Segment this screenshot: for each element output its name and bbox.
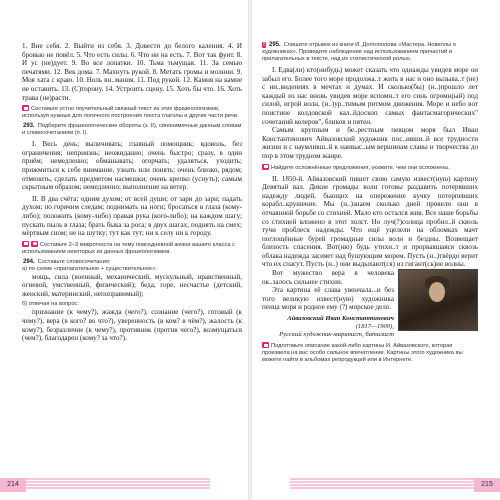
portrait-name: Айвазовский Иван Константинович [287,315,394,323]
aivazovsky-portrait [398,269,478,331]
portrait-years: (1817—1900), [355,323,394,331]
exercise-marker: ! [263,42,265,48]
text-paragraph-4: Вот мужество верa в человека ок..залось сильнее стихии. [262,269,394,286]
text-paragraph-1: I. Едва(ли) кто(нибудь) может сказать что однажды увидев море он забыл его. Более того море продолжа..т жить в нас и оно вызыва..т (не) с ни..видениях в мечтах и думах. И сколько(бы) (н..)прошло лет каждый из нас вновь увидев море вспомн..т его синь огромн(ый) под силой, игрой волн, (н..)ур..тимым ритмом движения. Море и небо вот поистине колдовской кал..йдоскоп самых фантасмагорических" сочетаний колеров", бликов и пятен. [262,66,478,126]
left-column [22,42,242,343]
task-instruction: Найдите осложнённые предложения, укажите, чем они осложнены. [262,164,478,172]
text-paragraph-5: Эта картина её слава увенчала...и без того великую извест(ную) художника пенца моря и родное ему (?) морское дело. [262,286,394,312]
right-column [262,42,478,364]
text-paragraph-3: II. 1850-й. Айвазовский пишет свою самую извест(ную) картину Девятый вал. Дикие громады волн готовы раздавить потерявших надежду людей, бьющих на опережение кучку потерпевших корабл..крушение. Мы (н..)знаем сколько дней провели они в отчаянной борьбе со стихией. Мало кто остался жив. Все наше борьбы со стихией вложено в этот холст. Но луч(?)солнца пробил..й сквозь тучи проблеск надежды. Что ещё уцелели на обломках мачт поглощённые бурей громадные силы волн и бездны. Возвещает близость спасения. Вот(ню) будь утихн..т и прорвавшаяся сквозь облака надежда засияет над бушующим морем. Пусть (н..)твёрдо верит что их спасут. Пусть (н..) они выдыхают(ся) из гигант(ск)ие волны. [262,174,478,269]
portrait-face [429,282,445,302]
exercise-294-heading: 294. Составьте словосочетания: [23,258,111,265]
page-number: 214 [0,478,26,492]
pencil-task-icon [31,241,38,247]
exercise-293-part-1: I. Весь день; выличивать; главный помощник; вдоволь, без ограничения; неприязнь; неожиданно; очень быстро; сразу, в один приём; немедленно; обманывать; огорчать; удаляться, уходить; прижмиться к себе внимание, узнать или понять; очень близко, рядом; отменить, сделать предметом насмешки; очень крепко (уснуть); самым скрытным образом; немедленно; выполнение на ветер. [22,140,242,192]
exercise-294-words: мощь, сила (военный, механический, мускульный, нравственный, огневой, умственный, физический); беда, горе, несчастье (детский, женский, материнский, непоправимый); [22,272,242,298]
exercise-294-questions: признание (к чему?), жажда (чего?), сознание (чего?), готовый (к чему?), вера (в кого? во что?), уверенность (в ком? в чём?), жалость (к кому?), безразличие (к чему?), противник (против чего?), возмущаться (чем?), благодарен (кому? за что?). [22,308,242,343]
exercise-number: 294. [23,258,35,265]
exercise-294-a: а) по схеме «прилагательное + существительное»: [22,265,157,272]
exercise-294-b: б) отвечая на вопрос: [22,301,79,308]
page-decoration [26,477,210,493]
speech-task-icon [262,342,269,348]
exercise-293-heading: 293. Подберите фразеологические обороты (з. II), синонимичные данным словам и словосочетаниям (п. I). [22,123,242,137]
page-decoration [290,477,474,493]
exercise-number: 295. [269,42,281,48]
right-page [250,0,500,500]
exercise-293-part-2: II. В два счёта; одним духом; от всей души; от зари до зари; падать духом; по горячим следам; поднимать на ноги; бросаться в глаза (кому-либо); положить (кому-либо) правая рука (кого-либо); на каждом шагу; пускать пыль в глаза; брать быка за рога; в двух шагах; поднять на смех; мёртвым сном; не на шутку; тут как тут; ни к селу ни к городу. [22,194,242,238]
page-number: 215 [474,478,500,492]
speech-task-icon [22,105,29,111]
exercise-number: 293. [23,123,35,130]
writing-task-icon [22,241,29,247]
search-task-icon [262,164,269,170]
task-instruction: Составьте 2–3 микротекста на тему повседневной жизни вашего класса с использованием некоторых из данных фразеологизмов. [22,241,235,255]
phraseology-list: 1. Вне себя. 2. Выйти из себя. 3. Довести до белого каления. 4. И бровью не повёл. 5. Что есть силы. 6. Что ни на есть. 7. Вот так фунт. 8. И ус (не)дует. 9. Во все лопатки. 10. Тьма тьмущая. 11. За семью печатями. 12. Век дома. 7. Махнуть рукой. 8. Метать громы и молнии. 9. Моя хата с краю. 10. Ноль вн..мания. 11. Под рукой. 12. Камня на камне не оставить. 13. (С)торону. 14. Устроить сцену. 15. Хоть бы что. 16. Хоть трава (не)расти. [22,42,242,102]
task-instruction: Подготовьте описание какой-либо картины И. Айвазовского, которая произвела на вас особо сильное впечатление. Картины этого художника вы можете найти в альбомах репродукций или в Интернете. [262,343,463,364]
portrait-role: Русский художник-маринист, баталист [279,331,394,339]
exercise-295-heading: ! 295. Спишите отрывок из книги И. Долгополова «Мастера. Новеллы о художниках». Проведите наблюдение над использованием причастий и прилагательных в тексте, над их стилистической ролью. [262,42,456,62]
text-paragraph-2: Самым крупным и бе..рестным певцом моря был Иван Константинович Айвазовский художник пос..ивши..й все трудности жизни и с наумливш..й к наивыс..ым вершинам славы и творчества до пор в этом трудном жанре. [262,126,478,160]
task-instruction: Составьте устно поучительный связный текст из этих фразеологизмов, используя нужные для логичного построения текста глаголы и другие части речи. [22,106,239,120]
